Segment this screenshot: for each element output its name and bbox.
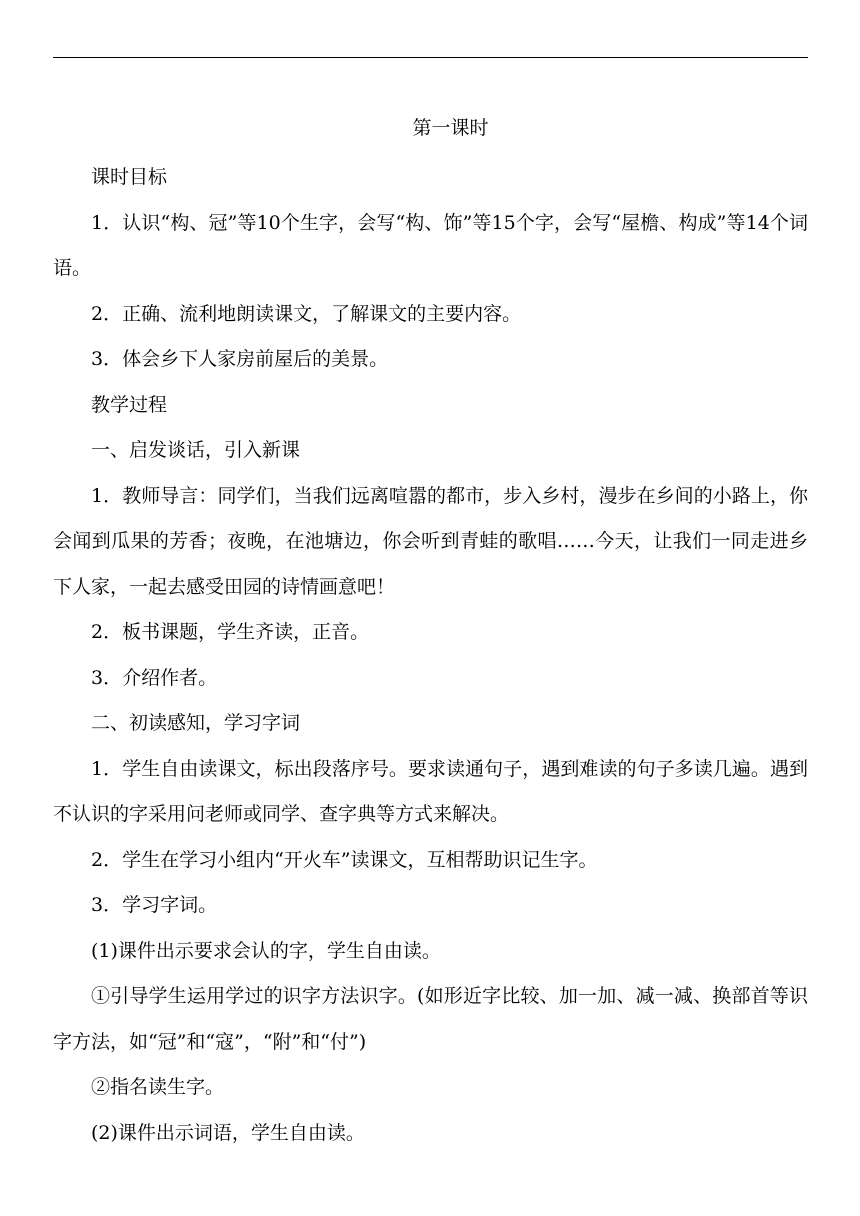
header-rule <box>53 57 808 58</box>
step-1-item-1: 1．教师导言：同学们，当我们远离喧嚣的都市，步入乡村，漫步在乡间的小路上，你会闻到瓜果的芳香；夜晚，在池塘边，你会听到青蛙的歌唱……今天，让我们一同走进乡下人家，一起去感受田园的诗情画意吧！ <box>53 484 808 598</box>
lesson-title: 第一课时 <box>412 117 489 139</box>
sub-item-1: (1)课件出示要求会认的字，学生自由读。 <box>91 939 441 962</box>
step-2-item-2: 2．学生在学习小组内“开火车”读课文，互相帮助识记生字。 <box>91 848 598 871</box>
goal-3: 3．体会乡下人家房前屋后的美景。 <box>91 348 389 370</box>
step-2-item-3: 3．学习字词。 <box>91 894 218 916</box>
step-1-item-3: 3．介绍作者。 <box>91 666 218 689</box>
section-heading-goals: 课时目标 <box>91 166 168 188</box>
sub-item-1b: ②指名读生字。 <box>91 1076 225 1098</box>
step-2-item-1: 1．学生自由读课文，标出段落序号。要求读通句子，遇到难读的句子多读几遍。遇到不认识的字采用问老师或同学、查字典等方式来解决。 <box>53 757 808 825</box>
sub-item-2: (2)课件出示词语，学生自由读。 <box>91 1121 365 1144</box>
sub-item-1a: ①引导学生运用学过的识字方法识字。(如形近字比较、加一加、减一减、换部首等识字方法，如“冠”和“寇”，“附”和“付”) <box>53 985 808 1053</box>
document-body <box>53 110 808 1156</box>
section-heading-process: 教学过程 <box>91 393 168 416</box>
step-heading-2: 二、初读感知，学习字词 <box>91 712 301 734</box>
step-1-item-2: 2．板书课题，学生齐读，正音。 <box>91 621 370 643</box>
step-heading-1: 一、启发谈话，引入新课 <box>91 439 301 461</box>
goal-1: 1．认识“构、冠”等10个生字，会写“构、饰”等15个字，会写“屋檐、构成”等14个词语。 <box>53 211 808 279</box>
goal-2: 2．正确、流利地朗读课文，了解课文的主要内容。 <box>91 302 522 325</box>
